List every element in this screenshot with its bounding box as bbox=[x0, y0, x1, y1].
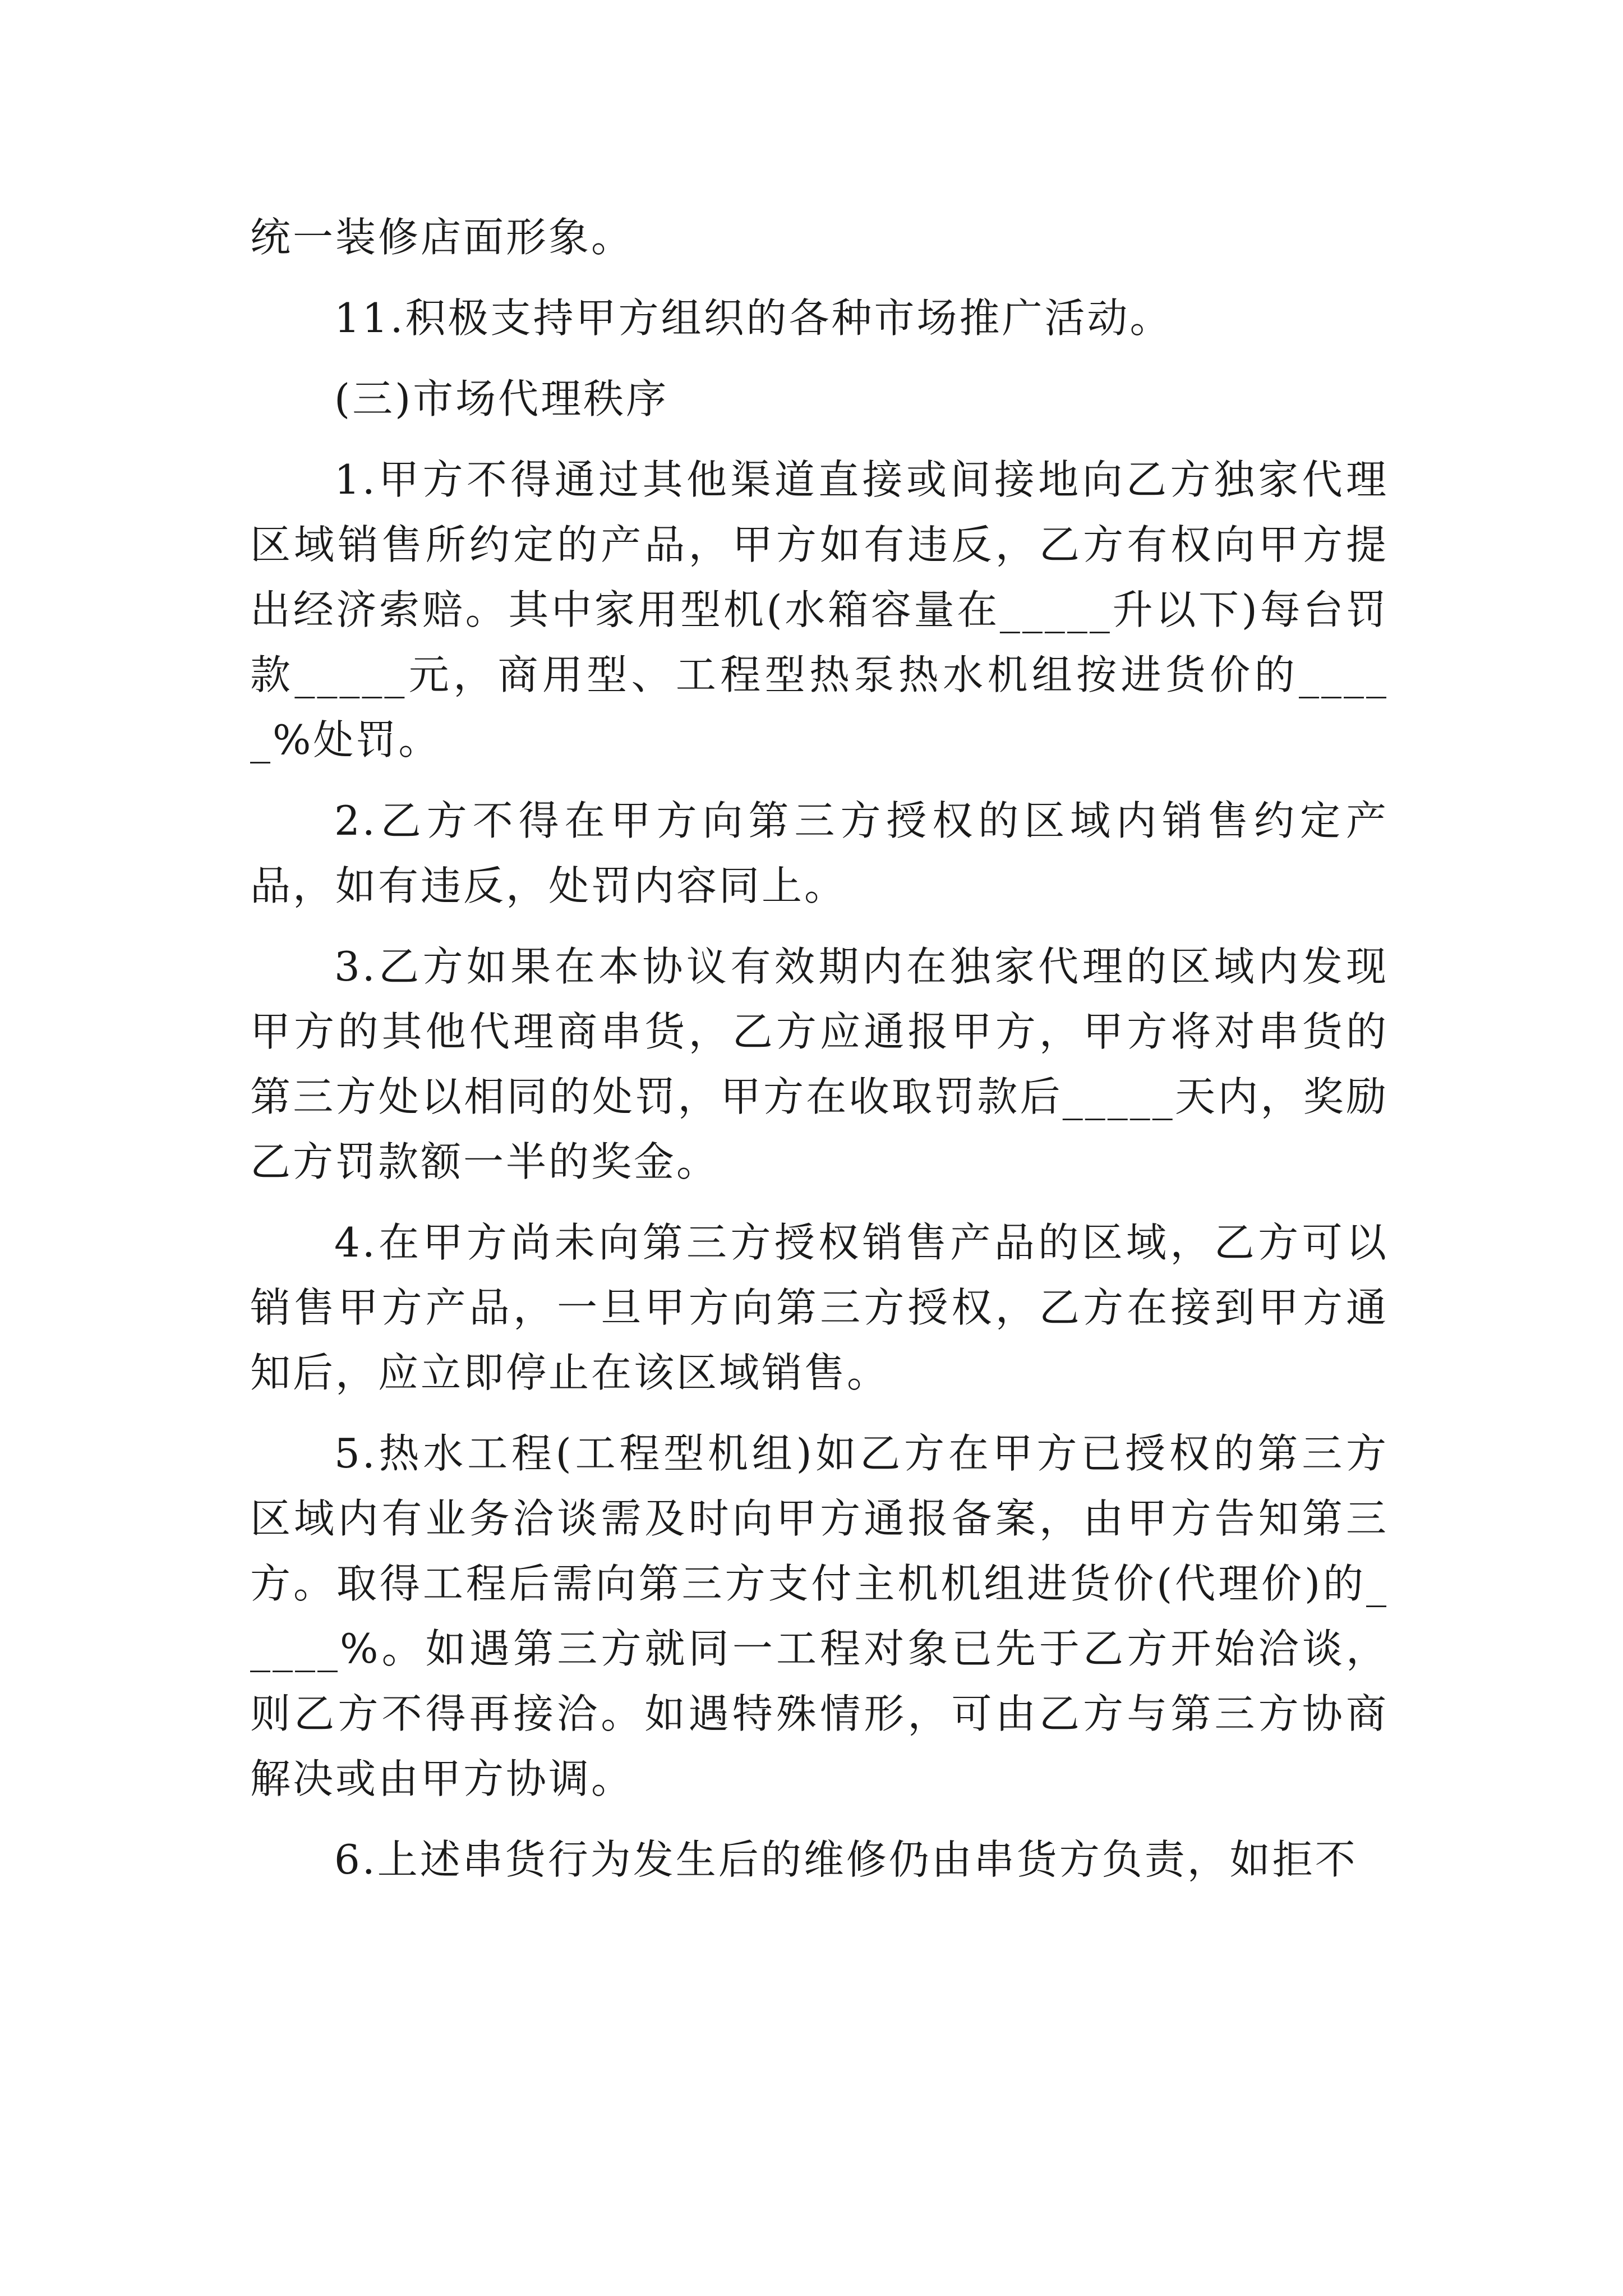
paragraph-item-6: 6.上述串货行为发生后的维修仍由串货方负责，如拒不 bbox=[334, 1836, 1358, 1883]
paragraph-item-5: 5.热水工程(工程型机组)如乙方在甲方已授权的第三方区域内有业务洽谈需及时向甲方通报备案，由甲方告知第三方。取得工程后需向第三方支付主机机组进货价(代理价)的_____%。如遇第三方就同一工程对象已先于乙方开始洽谈，则乙方不得再接洽。如遇特殊情形，可由乙方与第三方协商解决或由甲方协调。 bbox=[250, 1430, 1389, 1802]
paragraph-item-4: 4.在甲方尚未向第三方授权销售产品的区域，乙方可以销售甲方产品，一旦甲方向第三方授权，乙方在接到甲方通知后，应立即停止在该区域销售。 bbox=[250, 1219, 1389, 1396]
paragraph-item-2: 2.乙方不得在甲方向第三方授权的区域内销售约定产品，如有违反，处罚内容同上。 bbox=[250, 797, 1389, 909]
paragraph-item-1: 1.甲方不得通过其他渠道直接或间接地向乙方独家代理区域销售所约定的产品，甲方如有违反，乙方有权向甲方提出经济索赔。其中家用型机(水箱容量在_____升以下)每台罚款_____元，商用型、工程型热泵热水机组按进货价的_____%处罚。 bbox=[250, 456, 1389, 763]
paragraph-continuation: 统一装修店面形象。 bbox=[250, 214, 634, 261]
document-body bbox=[250, 205, 1389, 1892]
paragraph-item-3: 3.乙方如果在本协议有效期内在独家代理的区域内发现甲方的其他代理商串货，乙方应通报甲方，甲方将对串货的第三方处以相同的处罚，甲方在收取罚款后_____天内，奖励乙方罚款额一半的奖金。 bbox=[250, 943, 1389, 1185]
paragraph-item-11: 11.积极支持甲方组织的各种市场推广活动。 bbox=[334, 295, 1173, 342]
section-heading-market-order: (三)市场代理秩序 bbox=[334, 375, 669, 422]
